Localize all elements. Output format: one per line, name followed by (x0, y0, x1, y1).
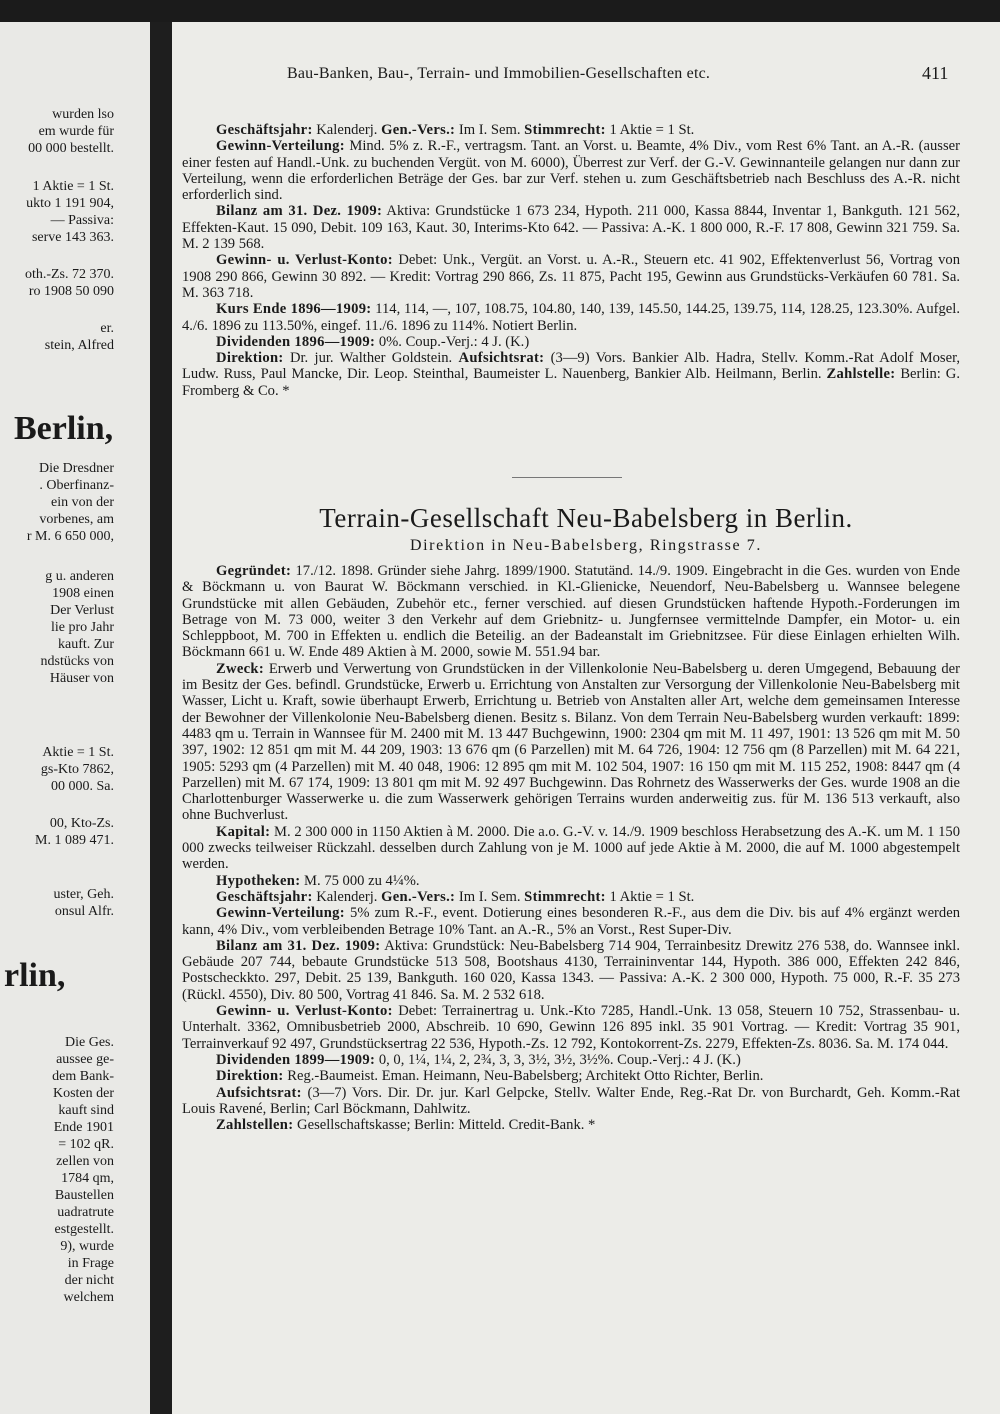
text-aufsichtsrat: (3—7) Vors. Dir. Dr. jur. Karl Gelpcke, Stellv. Walter Ende, Reg.-Rat Dr. von Burchardt, Geh. Komm.-Rat Louis Ravené, Berlin; Carl Böckmann, Dahlwitz. (182, 1084, 960, 1117)
left-page-fragment (0, 22, 150, 1414)
left-line: wurden lso (52, 107, 114, 122)
label-zahlstellen: Zahlstellen: (216, 1117, 294, 1134)
text-aufsichtsrat: (3—9) Vors. Bankier Alb. Hadra, Stellv. Komm.-Rat Adolf Moser, Ludw. Russ, Paul Mancke, Dir. Leop. Steinthal, Baumeister L. Nauenberg, Bankier Alb. Heilmann, Berlin. (182, 350, 961, 383)
label-direktion: Direktion: (216, 350, 284, 367)
label-dividenden: Dividenden 1899—1909: (216, 1051, 376, 1068)
left-line: oth.-Zs. 72 370. (24, 267, 114, 282)
left-line: dem Bank- (52, 1069, 114, 1084)
label-gen-vers: Gen.-Vers.: (381, 122, 456, 138)
left-line: Baustellen (54, 1188, 114, 1203)
left-line: em wurde für (38, 124, 114, 139)
entry-paragraph (182, 1052, 960, 1068)
left-line: estgestellt. (54, 1222, 114, 1237)
left-line: der nicht (64, 1273, 114, 1288)
label-gewinn-konto: Gewinn- u. Verlust-Konto: (216, 252, 393, 269)
entry-paragraph (182, 350, 960, 399)
label-zweck: Zweck: (216, 660, 265, 677)
label-geschaeftsjahr: Geschäftsjahr: (216, 888, 313, 905)
left-line: g u. anderen (45, 569, 114, 584)
text-gewinn-verteilung: 5% zum R.-F., event. Dotierung eines besonderen R.-F., aus dem die Div. bis auf 4% ergänzt werden kann, 4% Div., vom verbleibenden Betrage 10% Tant. an A.-R., 5% an Vorst., Rest Super-Div. (182, 905, 960, 938)
book-gutter (150, 22, 172, 1414)
entry-paragraph (182, 203, 960, 252)
left-line: zellen von (56, 1154, 114, 1169)
left-line: Aktie = 1 St. (42, 745, 114, 760)
entry-paragraph (182, 938, 960, 1003)
left-line: 1908 einen (52, 586, 114, 601)
left-line: vorbenes, am (39, 512, 114, 527)
entry-paragraph (182, 661, 960, 824)
label-gen-vers: Gen.-Vers.: (381, 888, 456, 905)
label-gewinn-verteilung: Gewinn-Verteilung: (216, 138, 345, 155)
left-line: 1784 qm, (61, 1171, 114, 1186)
entry-paragraph (182, 1003, 960, 1052)
text-hypotheken: M. 75 000 zu 4¼%. (304, 872, 420, 889)
text-bilanz: Aktiva: Grundstücke 1 673 234, Hypoth. 211 000, Kassa 8844, Inventar 1, Bankguth. 121 562, Effekten-Kaut. 15 090, Debit. 109 163, Kaut. 30, Interims-Kto 642. — Passiva: A.-K. 1 800 000, R.-F. 17 808, Gewinn 321 759. Sa. M. 2 139 568. (182, 203, 960, 253)
left-line: 00 000. Sa. (51, 779, 114, 794)
text-zahlstelle: Berlin: G. Fromberg & Co. * (182, 366, 960, 399)
left-line: Der Verlust (50, 603, 114, 618)
entry-paragraph (182, 252, 960, 301)
running-head: Bau-Banken, Bau-, Terrain- und Immobilien-Gesellschaften etc. (287, 65, 711, 82)
label-kapital: Kapital: (216, 823, 271, 840)
entry-paragraph (182, 905, 960, 938)
label-aufsichtsrat: Aufsichtsrat: (216, 1084, 302, 1101)
text-bilanz: Aktiva: Grundstück: Neu-Babelsberg 714 904, Terrainbesitz Drewitz 276 538, do. Wannsee inkl. Gebäude 207 744, bebaute Grundstücke 513 508, Bootshaus 4130, Terraininventar 144, Hypoth. 386 000, Effekten 242 846, Postscheckkto. 297, Debit. 25 139, Bankguth. 160 020, Kassa 1343. — Passiva: A.-K. 2 300 000, Hypoth. 75 000, R.-F. 35 273 (Rückl. 4550), Div. 80 500, Vortrag 41 846. Sa. M. 2 532 618. (182, 937, 960, 1003)
left-line: onsul Alfr. (54, 904, 114, 919)
label-bilanz: Bilanz am 31. Dez. 1909: (216, 203, 383, 220)
left-line: ein von der (51, 495, 114, 510)
left-line: in Frage (67, 1256, 114, 1271)
upper-entry (182, 122, 960, 399)
left-line: 00 000 bestellt. (28, 141, 114, 156)
left-line: . Oberfinanz- (39, 478, 114, 493)
label-aufsichtsrat: Aufsichtsrat: (458, 350, 545, 367)
entry-paragraph (182, 1068, 960, 1084)
label-zahlstelle: Zahlstelle: (826, 366, 896, 383)
text-geschaeftsjahr: Kalenderj. (316, 888, 378, 905)
text-stimmrecht: 1 Aktie = 1 St. (609, 888, 695, 905)
text-dividenden: 0%. Coup.-Verj.: 4 J. (K.) (378, 333, 530, 350)
left-line: Kosten der (52, 1086, 114, 1101)
left-line: = 102 qR. (58, 1137, 114, 1152)
text-stimmrecht: 1 Aktie = 1 St. (609, 122, 695, 138)
label-gewinn-konto: Gewinn- u. Verlust-Konto: (216, 1003, 393, 1020)
scan-top-edge (0, 0, 1000, 22)
text-gegruendet: 17./12. 1898. Gründer siehe Jahrg. 1899/1900. Statutänd. 14./9. 1909. Eingebracht in die Ges. wurden von Ende & Böckmann u. von Baurat W. Böckmann verschied. in Kl.-Glienicke, Neuendorf, Neu-Babelsberg u. Wannsee belegene Grundstücke mit allen Gebäuden, Zubehör etc., ferner verschied. auf diesen Grundstücken haftende Hypoth.-Forderungen im Betrage von M. 73 000, weiter 3 den Verkehr auf dem Griebnitz- u. Jungfernsee vermittelnde Dampfer, ein Motor- u. ein Schleppboot, M. 700 in Effekten u. endlich die Beteilig. an der Badeanstalt im Griebnitzsee. Für diese Einlagen erhielten Wilh. Böckmann 661 u. W. Ende 489 Aktien à M. 2000, sowie M. 551.94 bar. (182, 563, 960, 661)
left-line: er. (100, 321, 114, 336)
text-dividenden: 0, 0, 1¼, 1¼, 2, 2¾, 3, 3, 3½, 3½, 3½%. Coup.-Verj.: 4 J. (K.) (378, 1051, 741, 1068)
company-entry (182, 563, 960, 1133)
text-geschaeftsjahr: Kalenderj. (316, 122, 378, 138)
label-stimmrecht: Stimmrecht: (524, 122, 606, 138)
left-line: M. 1 089 471. (35, 833, 114, 848)
label-stimmrecht: Stimmrecht: (524, 888, 606, 905)
entry-paragraph (182, 824, 960, 873)
left-line: serve 143 363. (31, 230, 114, 245)
left-line: uster, Geh. (53, 887, 114, 902)
left-line: ukto 1 191 904, (26, 196, 114, 211)
text-direktion: Dr. jur. Walther Goldstein. (289, 350, 453, 367)
left-line: gs-Kto 7862, (40, 762, 114, 777)
label-direktion: Direktion: (216, 1068, 284, 1085)
entry-paragraph (182, 1117, 960, 1133)
left-line: Ende 1901 (53, 1120, 114, 1135)
company-subtitle: Direktion in Neu-Babelsberg, Ringstrasse 7. (409, 537, 762, 554)
label-dividenden: Dividenden 1896—1909: (216, 333, 376, 350)
left-line: 00, Kto-Zs. (49, 816, 114, 831)
label-kurs: Kurs Ende 1896—1909: (216, 301, 372, 318)
entry-paragraph (182, 122, 960, 138)
label-gewinn-verteilung: Gewinn-Verteilung: (216, 905, 345, 922)
left-line: kauft sind (58, 1103, 114, 1118)
left-line: ndstücks von (40, 654, 114, 669)
text-gewinn-verteilung: Mind. 5% z. R.-F., vertragsm. Tant. an Vorst. u. Beamte, 4% Div., vom Rest 6% Tant. an A.-R. (ausser einer festen auf Handl.-Unk. zu buchenden Vergüt. von M. 6000), Überrest zur Verf. der G.-V. Gewinnanteile gelangen nur dann zur Verteilung, wenn die erforderlichen Beträge der Ges. bar zur Verf. stehen u. zum Geschäftsbetrieb nach Beschluss des A.-R. nicht erforderlich sind. (182, 138, 960, 204)
left-line: welchem (63, 1290, 114, 1305)
left-line: stein, Alfred (44, 338, 114, 353)
left-line: lie pro Jahr (51, 620, 114, 635)
entry-paragraph (182, 138, 960, 203)
text-direktion: Reg.-Baumeist. Eman. Heimann, Neu-Babelsberg; Architekt Otto Richter, Berlin. (287, 1068, 764, 1085)
label-gegruendet: Gegründet: (216, 563, 292, 579)
left-line: Häuser von (49, 671, 114, 686)
left-line: ro 1908 50 090 (28, 284, 114, 299)
label-bilanz: Bilanz am 31. Dez. 1909: (216, 937, 381, 954)
entry-paragraph (182, 301, 960, 334)
text-kurs: 114, 114, —, 107, 108.75, 104.80, 140, 139, 145.50, 144.25, 139.75, 114, 128.25, 123.30%. Aufgel. 4./6. 1896 zu 113.50%, eingef. 11./6. 1896 zu 114%. Notiert Berlin. (182, 301, 960, 334)
text-gen-vers: Im I. Sem. (458, 888, 521, 905)
right-page (172, 22, 1000, 1414)
text-zweck: Erwerb und Verwertung von Grundstücken in der Villenkolonie Neu-Babelsberg u. deren Umgegend, Bebauung der im Besitz der Ges. befindl. Grundstücke, Erwerb u. Errichtung von Anstalten zur Versorgung der Villenkolonie Neu-Babelsberg mit Wasser, Licht u. Kraft, sowie überhaupt Erwerb, Errichtung u. Betrieb von Anstalten aller Art, welche dem gemeinsamen Interesse der Bewohner der Villenkolonie Neu-Babelsberg dienen. Besitz s. Bilanz. Von dem Terrain Neu-Babelsberg wurden verkauft: 1899: 4483 qm u. Terrain in Wannsee für M. 2400 mit M. 13 447 Buchgewinn, 1900: 2304 qm mit M. 11 497, 1901: 13 526 qm mit M. 50 397, 1902: 12 851 qm mit M. 44 209, 1903: 13 676 qm (6 Parzellen) mit M. 64 726, 1904: 12 756 qm (8 Parzellen) mit M. 64 221, 1905: 5293 qm (4 Parzellen) mit M. 40 048, 1906: 12 895 qm mit M. 102 504, 1907: 16 150 qm mit M. 115 252, 1908: 8447 qm (4 Parzellen) mit M. 67 174, 1909: 13 801 qm mit M. 92 497 Buchgewinn. Das Rohrnetz des Wasserwerks der Ges. wurde 1908 an die Charlottenburger Wasserwerke u. die zum Wasserwerk gehörigen Terrains wurden anderweitig zus. für M. 136 513 verkauft, also ohne Buchverlust. (182, 660, 960, 824)
text-kapital: M. 2 300 000 in 1150 Aktien à M. 2000. Die a.o. G.-V. v. 14./9. 1909 beschloss Herabsetzung des A.-K. um M. 1 150 000 zwecks teilweiser Rückzahl. desselben durch Zahlung von je M. 1000 auf jede Aktie à M. 2000, die auf M. 1000 abgestempelt werden. (182, 823, 960, 873)
left-line: Die Dresdner (38, 461, 114, 476)
entry-paragraph (182, 1085, 960, 1118)
entry-paragraph (182, 889, 960, 905)
text-zahlstellen: Gesellschaftskasse; Berlin: Mitteld. Credit-Bank. * (297, 1117, 596, 1134)
section-divider (512, 477, 622, 478)
label-geschaeftsjahr: Geschäftsjahr: (216, 122, 313, 138)
entry-paragraph (182, 873, 960, 889)
left-line: aussee ge- (56, 1052, 114, 1067)
label-hypotheken: Hypotheken: (216, 872, 301, 889)
left-line: kauft. Zur (58, 637, 114, 652)
left-line: 1 Aktie = 1 St. (32, 179, 114, 194)
entry-paragraph (182, 334, 960, 350)
left-line: uadratrute (57, 1205, 114, 1220)
left-heading-berlin: Berlin, (14, 410, 114, 447)
company-title: Terrain-Gesellschaft Neu-Babelsberg in Berlin. (319, 503, 853, 533)
left-line: r M. 6 650 000, (26, 529, 114, 544)
text-gewinn-konto: Debet: Unk., Vergüt. an Vorst. u. A.-R., Steuern etc. 41 902, Effektenverlust 56, Vortrag von 1908 290 866, Gewinn 30 892. — Kredit: Vortrag 290 866, Zs. 11 875, Pacht 195, Gewinn aus Grundstücks-Verkäufen 60 781. Sa. M. 363 718. (182, 252, 960, 301)
text-gewinn-konto: Debet: Terrainertrag u. Unk.-Kto 7285, Handl.-Unk. 13 058, Steuern 10 752, Strassenbau- u. Unterhalt. 3362, Omnibusbetrieb 2000, Abschreib. 10 690, Gewinn 126 895 inkl. 35 901 Vortrag. — Kredit: Vortrag 35 901, Terrainverkauf 92 497, Grundstücksertrag 22 536, Hypoth.-Zs. 12 792, Kontokorrent-Zs. 2279, Effekten-Zs. 8036. Sa. M. 174 044. (182, 1003, 960, 1052)
left-line: 9), wurde (60, 1239, 114, 1254)
text-gen-vers: Im I. Sem. (458, 122, 521, 138)
left-line: Die Ges. (65, 1035, 114, 1050)
entry-paragraph (182, 563, 960, 661)
left-heading-rlin: rlin, (4, 957, 66, 994)
left-line: — Passiva: (50, 213, 114, 228)
page-number: 411 (922, 63, 949, 83)
